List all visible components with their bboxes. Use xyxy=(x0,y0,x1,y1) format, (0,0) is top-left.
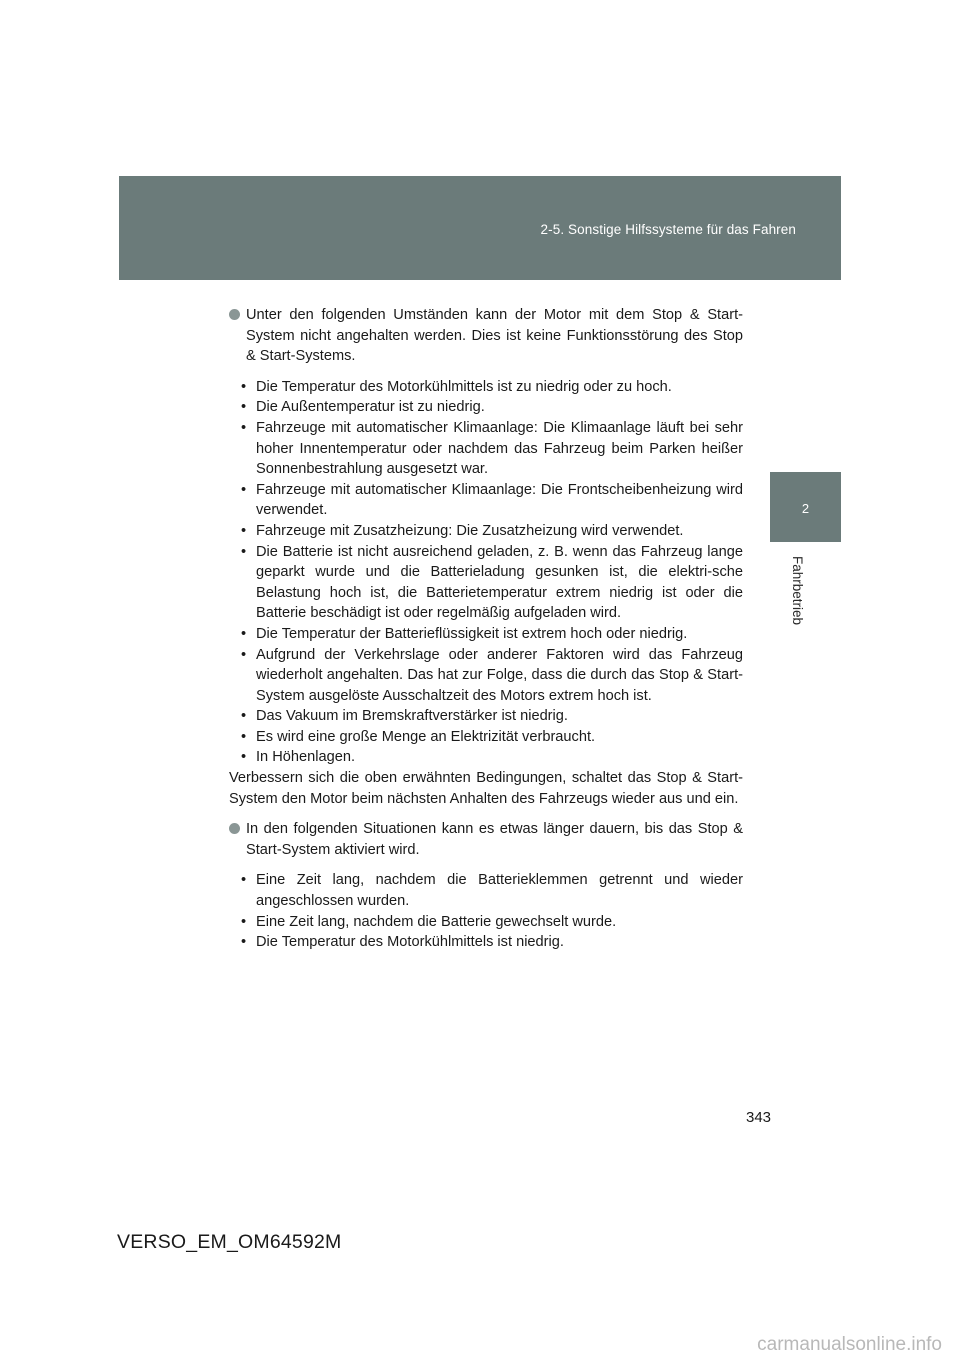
bullet-icon: • xyxy=(241,522,247,539)
bullet-icon: • xyxy=(241,625,247,642)
bullet-icon: • xyxy=(241,481,247,498)
list-item: • Es wird eine große Menge an Elektrizität verbraucht. xyxy=(229,727,743,748)
closing-paragraph: Verbessern sich die oben erwähnten Bedingungen, schaltet das Stop & Start-System den Motor beim nächsten Anhalten des Fahrzeugs wieder aus und ein. xyxy=(229,770,743,807)
bullet-dot-icon xyxy=(229,309,240,320)
chapter-label: Fahrbetrieb xyxy=(790,556,805,626)
list-item: • Das Vakuum im Bremskraftverstärker ist niedrig. xyxy=(229,706,743,727)
bullet-icon: • xyxy=(241,913,247,930)
section-stop-start-conditions xyxy=(229,305,743,809)
bullet-icon: • xyxy=(241,543,247,560)
bullet-icon: • xyxy=(241,728,247,745)
condition-list xyxy=(229,377,743,768)
list-item: • Eine Zeit lang, nachdem die Batterie gewechselt wurde. xyxy=(229,912,743,933)
bullet-icon: • xyxy=(241,378,247,395)
section-title: 2-5. Sonstige Hilfssysteme für das Fahren xyxy=(540,222,796,237)
document-code: VERSO_EM_OM64592M xyxy=(117,1231,342,1253)
bullet-icon: • xyxy=(241,934,247,951)
intro-text: In den folgenden Situationen kann es etwas länger dauern, bis das Stop & Start-System aktiviert wird. xyxy=(246,821,743,858)
header-band xyxy=(119,176,841,280)
situation-list xyxy=(229,870,743,952)
spacer xyxy=(229,809,743,819)
list-item: • Die Temperatur des Motorkühlmittels ist niedrig. xyxy=(229,932,743,953)
bullet-icon: • xyxy=(241,749,247,766)
list-item: • Die Batterie ist nicht ausreichend geladen, z. B. wenn das Fahrzeug lange geparkt wurde und die Batterieladung gesunken ist, die elektri-sche Belastung hoch ist, die Batterietemperatur extrem niedrig ist oder die Batterie beschädigt ist oder regelmäßig aufgeladen wird. xyxy=(241,543,743,622)
bullet-icon: • xyxy=(241,708,247,725)
main-content xyxy=(229,305,743,953)
section-intro xyxy=(229,819,743,860)
watermark[interactable]: carmanualsonline.info xyxy=(757,1334,942,1355)
list-item: • Fahrzeuge mit automatischer Klimaanlage: Die Klimaanlage läuft bei sehr hoher Innentemperatur oder nachdem das Fahrzeug beim Parken heißer Sonnenbestrahlung ausgesetzt war. xyxy=(241,419,743,478)
section-intro xyxy=(229,305,743,367)
chapter-tab[interactable] xyxy=(770,472,841,542)
list-item: • Eine Zeit lang, nachdem die Batterieklemmen getrennt und wieder angeschlossen wurden. xyxy=(241,872,743,910)
list-item: • Fahrzeuge mit Zusatzheizung: Die Zusatzheizung wird verwendet. xyxy=(229,521,743,542)
list-item: • Die Temperatur des Motorkühlmittels ist zu niedrig oder zu hoch. xyxy=(229,377,743,398)
bullet-dot-icon xyxy=(229,823,240,834)
list-item: • Aufgrund der Verkehrslage oder anderer Faktoren wird das Fahrzeug wiederholt angehalten. Das hat zur Folge, dass die durch das Stop & Start-System ausgelöste Ausschaltzeit des Motors extrem hoch ist. xyxy=(241,646,743,704)
bullet-icon: • xyxy=(241,872,247,889)
intro-text: Unter den folgenden Umständen kann der Motor mit dem Stop & Start-System nicht angehalten werden. Dies ist keine Funktionsstörung des Stop & Start-Systems. xyxy=(246,307,743,365)
section-activation-delay xyxy=(229,819,743,953)
list-item: • In Höhenlagen. xyxy=(229,747,743,768)
bullet-icon: • xyxy=(241,646,247,663)
list-item: • Fahrzeuge mit automatischer Klimaanlage: Die Frontscheibenheizung wird verwendet. xyxy=(241,481,743,519)
list-item: • Die Außentemperatur ist zu niedrig. xyxy=(229,397,743,418)
page-number: 343 xyxy=(746,1109,772,1126)
bullet-icon: • xyxy=(241,419,247,436)
chapter-number: 2 xyxy=(801,501,810,516)
list-item: • Die Temperatur der Batterieflüssigkeit ist extrem hoch oder niedrig. xyxy=(229,624,743,645)
bullet-icon: • xyxy=(241,399,247,416)
